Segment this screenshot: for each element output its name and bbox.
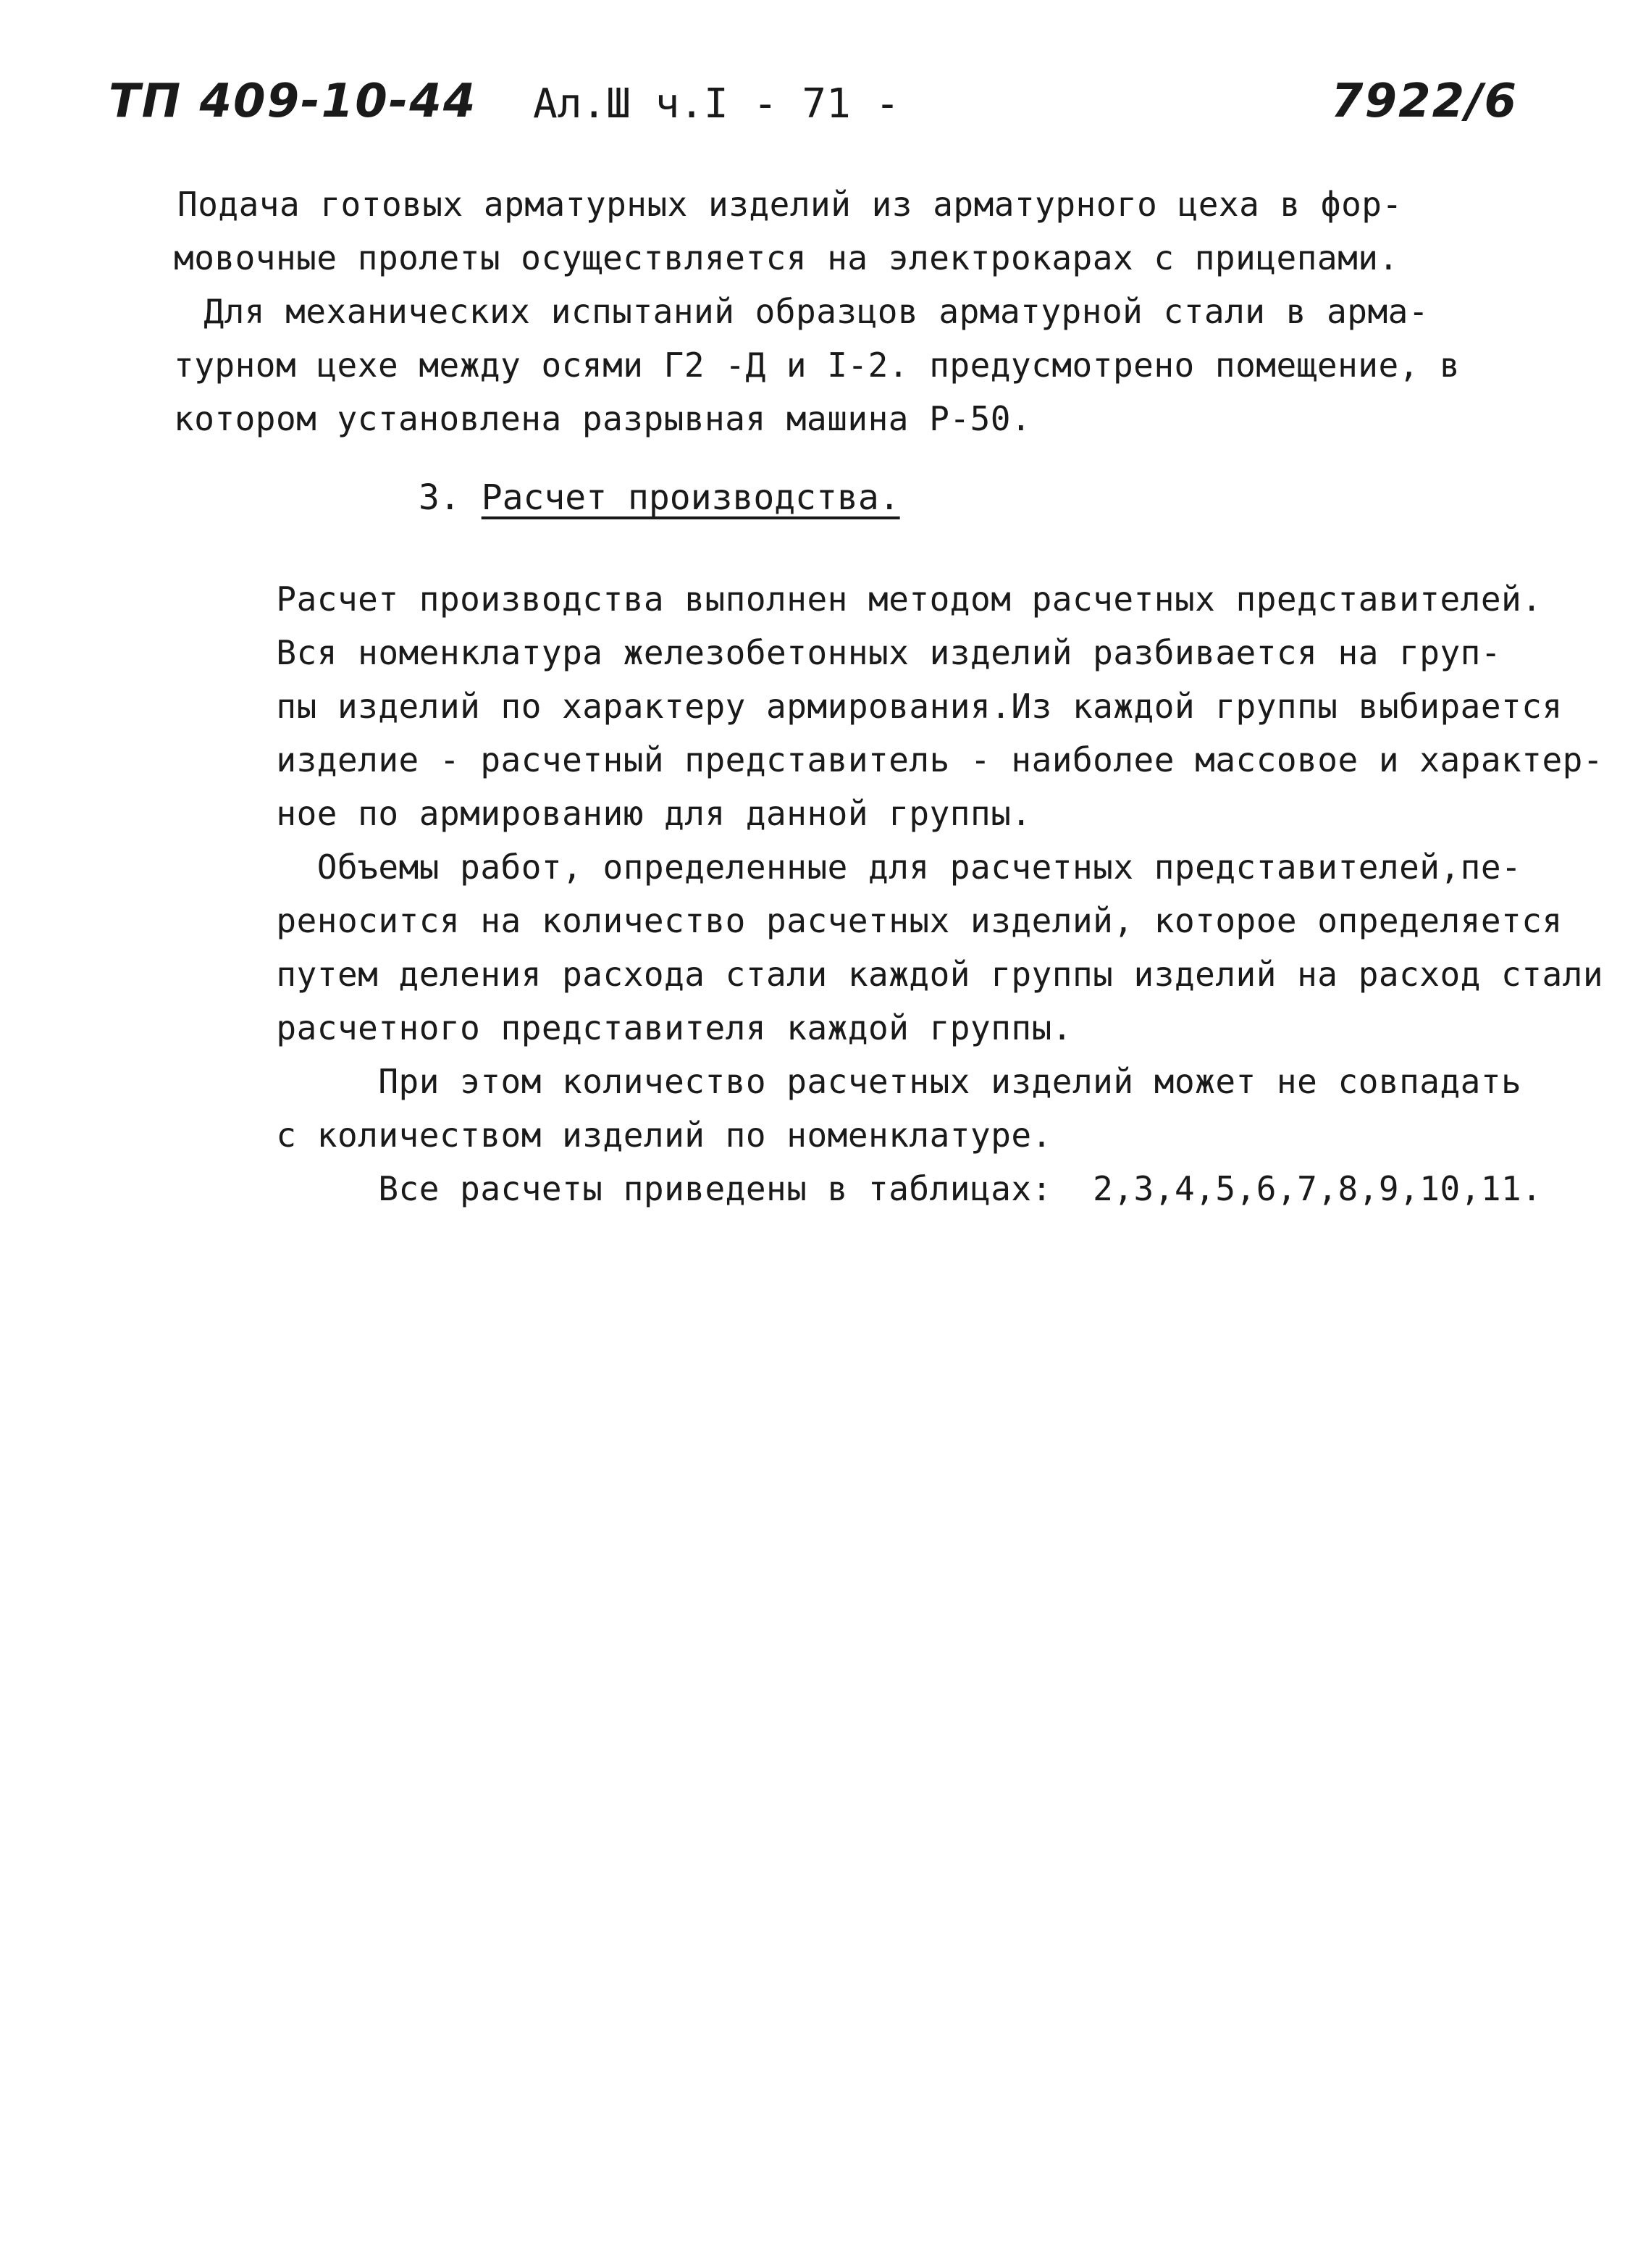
text-line: ное по армированию для данной группы.: [235, 794, 1032, 833]
paragraph-reinforcement-supply: [163, 177, 1517, 445]
section-heading: [419, 471, 900, 524]
text-line: Объемы работ, определенные для расчетных представителей,пе-: [235, 848, 1522, 887]
section-title: Расчет производства.: [481, 477, 900, 518]
text-line: Для механических испытаний образцов арматурной стали в арма-: [163, 292, 1429, 331]
paragraph-production-calculation: [177, 572, 1604, 1215]
text-line: путем деления расхода стали каждой группы изделий на расход стали: [235, 955, 1604, 994]
text-line: котором установлена разрывная машина Р-50.: [174, 399, 1032, 438]
text-line: турном цехе между осями Г2 -Д и I-2. предусмотрено помещение, в: [174, 346, 1461, 385]
text-line: Вся номенклатура железобетонных изделий разбивается на груп-: [235, 633, 1502, 672]
text-line: Подача готовых арматурных изделий из арматурного цеха в фор-: [177, 185, 1403, 224]
text-line: реносится на количество расчетных изделий, которое определяется: [235, 901, 1563, 940]
page-number: - 71 -: [753, 80, 900, 127]
text-line: изделие - расчетный представитель - наиболее массовое и характер-: [235, 740, 1604, 779]
text-line: Расчет производства выполнен методом расчетных представителей.: [235, 579, 1542, 619]
section-number: 3.: [419, 477, 461, 518]
document-code: ТП 409-10-44: [109, 75, 477, 128]
text-line: пы изделий по характеру армирования.Из каждой группы выбирается: [235, 687, 1563, 726]
document-number: 7922/6: [1331, 75, 1519, 128]
text-line: При этом количество расчетных изделий может не совпадать: [235, 1062, 1522, 1101]
text-line: с количеством изделий по номенклатуре.: [235, 1116, 1052, 1155]
text-line: расчетного представителя каждой группы.: [235, 1008, 1072, 1047]
text-line: Все расчеты приведены в таблицах: 2,3,4,5,6,7,8,9,10,11.: [235, 1169, 1542, 1208]
text-line: мовочные пролеты осуществляется на электрокарах с прицепами.: [174, 238, 1399, 277]
album-part: Ал.Ш ч.I: [533, 80, 728, 127]
